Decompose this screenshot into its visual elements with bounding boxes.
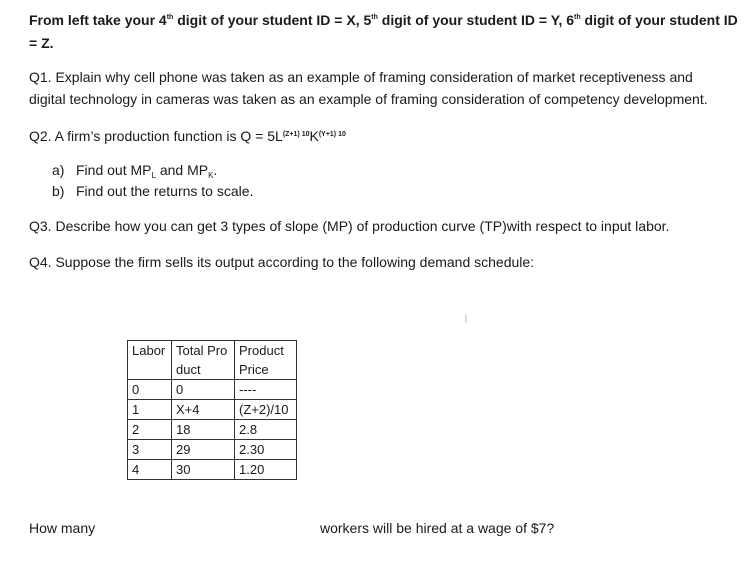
q1-line-1: Q1. Explain why cell phone was taken as an example of framing consideration of market receptiveness and [29,69,693,85]
text-cursor-icon: I [464,311,468,326]
cell-total-product: X+4 [172,400,235,420]
header-product-price: Product Price [235,341,297,380]
cell-total-product: 29 [172,440,235,460]
table-row [128,460,297,480]
header-labor: Labor [128,341,172,380]
cell-price: 2.8 [235,420,297,440]
cell-labor: 2 [128,420,172,440]
header-total-product: Total Product [172,341,235,380]
q4-text: Q4. Suppose the firm sells its output according to the following demand schedule: [29,254,535,270]
q3-text: Q3. Describe how you can get 3 types of slope (MP) of production curve (TP)with respect to input labor. [29,218,670,234]
q1-line-2: digital technology in cameras was taken as an example of framing consideration of competency development. [29,91,708,107]
q2-item-a: a) Find out $MP_L$ and $MP_K$. [52,162,218,180]
cell-price: 2.30 [235,440,297,460]
final-question-right: workers will be hired at a wage of $7? [320,520,555,536]
table-row [128,400,297,420]
cell-labor: 1 [128,400,172,420]
demand-schedule-table [127,340,297,480]
table-row [128,420,297,440]
table-row [128,380,297,400]
q2-statement: Q2. A firm’s production function is $Q = 5L^{(Z+1) 10}K^{(Y+1) 10}$ [29,128,346,144]
cell-price: ---- [235,380,297,400]
cell-price: (Z+2)/10 [235,400,297,420]
cell-labor: 3 [128,440,172,460]
intro-line-2: = Z. [29,35,54,51]
cell-labor: 0 [128,380,172,400]
final-question-left: How many [29,520,96,536]
table-row [128,440,297,460]
table-header-row [128,341,297,380]
q2-item-b: b) Find out the returns to scale. [52,183,254,199]
cell-price: 1.20 [235,460,297,480]
cell-labor: 4 [128,460,172,480]
cell-total-product: 30 [172,460,235,480]
cell-total-product: 0 [172,380,235,400]
intro-line-1: From left take your 4th digit of your student ID = X, 5th digit of your student ID = Y, 6th digit of your student ID [29,12,738,28]
cell-total-product: 18 [172,420,235,440]
